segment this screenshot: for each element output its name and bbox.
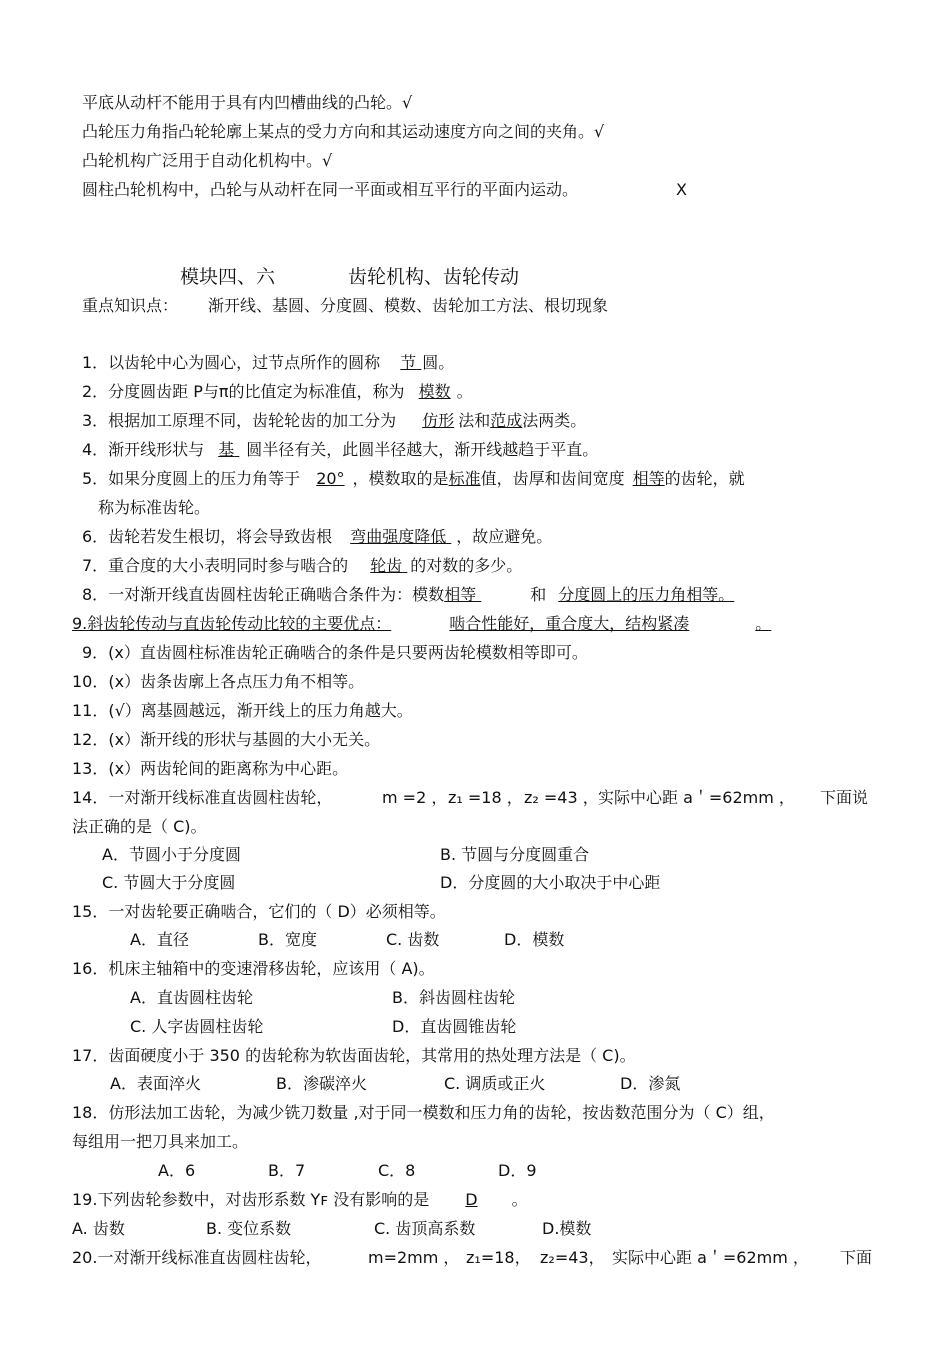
option: D．模数 <box>504 930 565 949</box>
module-title: 齿轮机构、齿轮传动 <box>348 266 520 288</box>
question-2: 2．分度圆齿距 P与π的比值定为标准值，称为 模数 。 <box>82 382 473 401</box>
tf-item: 10．(x）齿条齿廓上各点压力角不相等。 <box>72 672 365 691</box>
question-5-cont: 称为标准齿轮。 <box>98 498 211 517</box>
q17-stem: 17．齿面硬度小于 350 的齿轮称为软齿面齿轮，其常用的热处理方法是（ C)。 <box>72 1046 636 1065</box>
q18-stem: 18．仿形法加工齿轮，为减少铣刀数量 ,对于同一模数和压力角的齿轮，按齿数范围分为（ C）组， <box>72 1103 775 1122</box>
question-1: 1．以齿轮中心为圆心，过节点所作的圆称 节 圆。 <box>82 353 455 372</box>
answer: 分度圆上的压力角相等。 <box>558 585 735 604</box>
answer: 轮齿 <box>370 556 403 575</box>
false-mark: X <box>676 180 687 199</box>
answer: 范成 <box>490 411 523 430</box>
tf-item: 11．(√）离基圆越远，渐开线上的压力角越大。 <box>72 701 413 720</box>
tf-item: 12．(x）渐开线的形状与基圆的大小无关。 <box>72 730 381 749</box>
key-points-label: 重点知识点： <box>82 296 179 315</box>
option: B. 变位系数 <box>206 1219 292 1238</box>
option: D．渗氮 <box>620 1074 681 1093</box>
q20-z2: z₂=43， <box>540 1248 605 1267</box>
question-8: 8．一对渐开线直齿圆柱齿轮正确啮合条件为：模数相等 和 分度圆上的压力角相等。 <box>82 585 735 604</box>
q14-a: 实际中心距 a＇=62mm ， <box>598 788 795 807</box>
statement: 凸轮机构广泛用于自动化机构中。√ <box>82 151 333 170</box>
question-7: 7．重合度的大小表明同时参与啮合的 轮齿 的对数的多少。 <box>82 556 523 575</box>
option: C. 人字齿圆柱齿轮 <box>130 1017 264 1036</box>
tf-item: 13．(x）两齿轮间的距离称为中心距。 <box>72 759 349 778</box>
statement: 平底从动杆不能用于具有内凹槽曲线的凸轮。√ <box>82 93 413 112</box>
module-name: 模块四、六 <box>180 266 276 288</box>
tf-item: 9．(x）直齿圆柱标准齿轮正确啮合的条件是只要两齿轮模数相等即可。 <box>82 643 588 662</box>
question-9-fill: 9.斜齿轮传动与直齿轮传动比较的主要优点： 啮合性能好，重合度大，结构紧凑 。 <box>72 614 772 633</box>
answer: 节 <box>400 353 417 372</box>
answer: 基 <box>218 440 235 459</box>
option: B．渗碳淬火 <box>276 1074 367 1093</box>
option: B. 节圆与分度圆重合 <box>440 845 590 864</box>
question-4: 4．渐开线形状与 基 圆半径有关，此圆半径越大，渐开线越趋于平直。 <box>82 440 599 459</box>
answer: 啮合性能好，重合度大，结构紧凑 <box>449 614 690 633</box>
q14-m: m =2 ， <box>382 788 448 807</box>
q20-m: m=2mm ， <box>368 1248 460 1267</box>
q20-a: 实际中心距 a＇=62mm ， <box>612 1248 809 1267</box>
question-6: 6．齿轮若发生根切，将会导致齿根 弯曲强度降低 ，故应避免。 <box>82 527 553 546</box>
answer: 模数 <box>418 382 451 401</box>
option: A．表面淬火 <box>110 1074 201 1093</box>
option: A．直径 <box>130 930 189 949</box>
q19-stem: 19.下列齿轮参数中，对齿形系数 Yꜰ 没有影响的是 D 。 <box>72 1190 528 1209</box>
q14-line2: 法正确的是（ C)。 <box>72 817 207 836</box>
statement: 圆柱凸轮机构中，凸轮与从动杆在同一平面或相互平行的平面内运动。 <box>82 180 579 199</box>
q14-tail: 下面说 <box>820 788 869 807</box>
answer: 相等 <box>444 585 477 604</box>
q16-stem: 16．机床主轴箱中的变速滑移齿轮，应该用（ A)。 <box>72 959 435 978</box>
statement: 凸轮压力角指凸轮轮廓上某点的受力方向和其运动速度方向之间的夹角。√ <box>82 122 605 141</box>
q20-z1: z₁=18， <box>466 1248 531 1267</box>
answer: D <box>465 1190 478 1209</box>
option: A. 齿数 <box>72 1219 125 1238</box>
option: A．6 <box>158 1161 196 1180</box>
option: A．直齿圆柱齿轮 <box>130 988 253 1007</box>
q14-z1: z₁ =18 ， <box>448 788 523 807</box>
q14-z2: z₂ =43 ， <box>524 788 599 807</box>
answer: 标准 <box>448 469 481 488</box>
option: C．8 <box>378 1161 416 1180</box>
question-5: 5．如果分度圆上的压力角等于 20° ，模数取的是标准值，齿厚和齿间宽度 相等的齿轮，就 <box>82 469 745 488</box>
question-3: 3．根据加工原理不同，齿轮轮齿的加工分为 仿形 法和范成法两类。 <box>82 411 587 430</box>
answer: 相等 <box>632 469 665 488</box>
option: B．斜齿圆柱齿轮 <box>392 988 515 1007</box>
q18-line2: 每组用一把刀具来加工。 <box>72 1132 249 1151</box>
key-points: 渐开线、基圆、分度圆、模数、齿轮加工方法、根切现象 <box>208 296 609 315</box>
answer: 仿形 <box>422 411 455 430</box>
q14-stem: 14．一对渐开线标准直齿圆柱齿轮， <box>72 788 333 807</box>
option: C. 调质或正火 <box>444 1074 546 1093</box>
q15-stem: 15．一对齿轮要正确啮合，它们的（ D）必须相等。 <box>72 902 446 921</box>
option: C. 齿顶高系数 <box>374 1219 476 1238</box>
q20-stem: 20.一对渐开线标准直齿圆柱齿轮， <box>72 1248 322 1267</box>
option: C. 节圆大于分度圆 <box>102 873 236 892</box>
option: C. 齿数 <box>386 930 440 949</box>
option: B．7 <box>268 1161 306 1180</box>
option: B．宽度 <box>258 930 317 949</box>
option: D．分度圆的大小取决于中心距 <box>440 873 661 892</box>
answer: 20° <box>316 469 345 488</box>
option: A．节圆小于分度圆 <box>102 845 241 864</box>
option: D.模数 <box>542 1219 592 1238</box>
q20-tail: 下面 <box>840 1248 873 1267</box>
answer: 弯曲强度降低 <box>350 527 447 546</box>
option: D．直齿圆锥齿轮 <box>392 1017 517 1036</box>
option: D．9 <box>498 1161 537 1180</box>
